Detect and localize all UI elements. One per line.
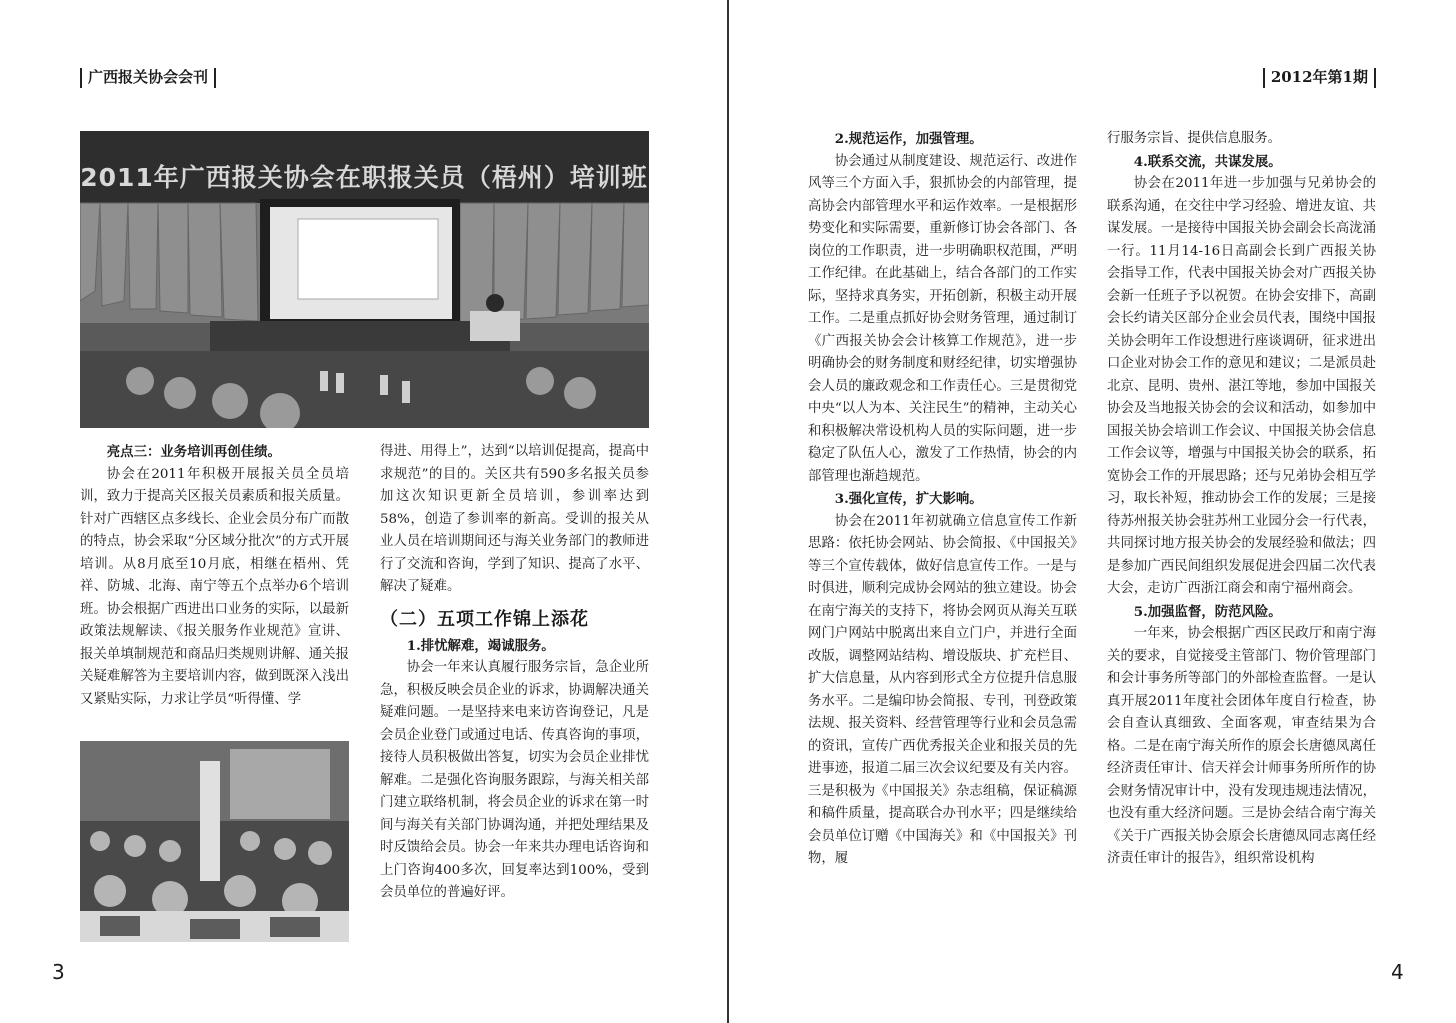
right-page-header: [1257, 66, 1376, 88]
subsection-1-heading: 1.排忧解难，竭诚服务。: [406, 637, 555, 654]
section-heading: （二）五项工作锦上添花: [380, 608, 589, 630]
left-page-column-1: [80, 441, 349, 711]
subsection-3-continued: 行服务宗旨、提供信息服务。: [1107, 131, 1282, 146]
subsection-5-text: 一年来，协会根据广西区民政厅和南宁海关的要求，自觉接受主管部门、物价管理部门和会计事务所等部门的外部检查监督。一是认真开展2011年度社会团体年度自行检查，协会自查认真细致、全面客观，审查结果为合格。二是在南宁海关所作的原会长唐德凤离任经济责任审计、信天祥会计师事务所所作的协会财务情况审计中，没有发现违规违法情况，也没有重大经济问题。三是协会结合南宁海关《关于广西报关协会原会长唐德凤同志离任经济责任审计的报告》，组织常设机构: [1107, 626, 1376, 866]
training-paragraph: 协会在2011年积极开展报关员全员培训，致力于提高关区报关员素质和报关质量。针对广西辖区点多线长、企业会员分布广而散的特点，协会采取“分区域分批次”的方式开展培训。从8月底至10月底，相继在梧州、凭祥、防城、北海、南宁等五个点举办6个培训班。协会根据广西进出口业务的实际，以最新政策法规解读、《报关服务作业规范》宣讲、报关单填制规范和商品归类规则讲解、通关报关疑难解答为主要培训内容，做到既深入浅出又紧贴实际，力求让学员“听得懂、学: [80, 466, 349, 707]
subsection-4-heading: 4.联系交流，共谋发展。: [1133, 153, 1282, 170]
issue-label: 2012年第1期: [1270, 68, 1368, 86]
subsection-1-text: 协会一年来认真履行服务宗旨，急企业所急，积极反映会员企业的诉求，协调解决通关疑难问题。一是坚持来电来访咨询登记，凡是会员企业登门或通过电话、传真咨询的事项，接待人员积极做出答复，切实为会员企业排忧解难。二是强化咨询服务跟踪，与海关相关部门建立联络机制，将会员企业的诉求在第一时间与海关有关部门协调沟通，并把处理结果及时反馈给会员。协会一年来共办理电话咨询和上门咨询400多次，回复率达到100%，受到会员单位的普遍好评。: [380, 660, 649, 900]
subsection-2-heading: 2.规范运作，加强管理。: [834, 131, 983, 147]
training-paragraph-continued: 得进、用得上”，达到“以培训促提高，提高中求规范”的目的。关区共有590多名报关员参加这次知识更新全员培训，参训率达到58%，创造了参训率的新高。受训的报关从业人员在培训期间还与海关业务部门的教师进行了交流和咨询，学到了知识、提高了水平、解决了疑难。: [380, 444, 649, 594]
journal-title: 广西报关协会会刊: [88, 68, 209, 86]
subsection-4-text: 协会在2011年进一步加强与兄弟协会的联系沟通，在交往中学习经验、增进友谊、共谋发展。一是接待中国报关协会副会长高泷涌一行。11月14-16日高副会长到广西报关协会指导工作，代表中国报关协会对广西报关协会新一任班子予以祝贺。在协会安排下，高副会长约请关区部分企业会员代表，围绕中国报关协会明年工作设想进行座谈调研，征求进出口企业对协会工作的意见和建议；二是派员赴北京、昆明、贵州、湛江等地，参加中国报关协会及当地报关协会的会议和活动，如参加中国报关协会培训工作会议、中国报关协会信息工作会议等，增强与中国报关协会的联系，拓宽协会工作的开展思路；还与兄弟协会相互学习，取长补短，推动协会工作的发展；三是接待苏州报关协会驻苏州工业园分会一行代表，共同探讨地方报关协会的发展经验和做法；四是参加广西民间组织发展促进会四届二次代表大会，走访广西浙江商会和南宁福州商会。: [1107, 176, 1376, 596]
subsection-3-text: 协会在2011年初就确立信息宣传工作新思路：依托协会网站、协会简报、《中国报关》等三个宣传载体，做好信息宣传工作。一是与时俱进，顺利完成协会网站的独立建设。协会在南宁海关的支持下，将协会网页从海关互联网门户网站中脱离出来自立门户，并进行全面改版，调整网站结构、增设版块、扩充栏目、扩大信息量，从内容到形式全方位提升信息服务水平。二是编印协会简报、专刊，刊登政策法规、报关资料、经营管理等行业和会员急需的资讯，宣传广西优秀报关企业和报关员的先进事迹，报道二届三次会议纪要及有关内容。三是积极为《中国报关》杂志组稿，保证稿源和稿件质量，提高联合办刊水平；四是继续给会员单位订赠《中国海关》和《中国报关》刊物，履: [808, 513, 1077, 866]
subsection-3-heading: 3.强化宣传，扩大影响。: [834, 491, 983, 507]
photo-banner-text: 2011年广西报关协会在职报关员（梧州）培训班: [80, 163, 648, 192]
training-class-photo: [80, 131, 649, 428]
right-page-column-1: [808, 128, 1077, 871]
right-page-column-2: [1107, 128, 1376, 871]
page-spine: [727, 0, 729, 1023]
subsection-5-heading: 5.加强监督，防范风险。: [1133, 603, 1282, 620]
left-page-column-2: [380, 441, 649, 905]
left-page-header: [80, 66, 222, 88]
classroom-photo: [80, 741, 349, 942]
left-page-number: 3: [52, 960, 65, 984]
highlight-three-heading: 亮点三：业务培训再创佳绩。: [106, 444, 281, 460]
subsection-2-text: 协会通过从制度建设、规范运行、改进作风等三个方面入手，狠抓协会的内部管理，提高协会内部管理水平和运作效率。一是根据形势变化和实际需要，重新修订协会各部门、各岗位的工作职责，进一步明确职权范围，严明工作纪律。在此基础上，结合各部门的工作实际，坚持求真务实，开拓创新，积极主动开展工作。二是重点抓好协会财务管理，通过制订《广西报关协会会计核算工作规范》，进一步明确协会的财务制度和财经纪律，切实增强协会人员的廉政观念和工作责任心。三是贯彻党中央“以人为本、关注民生”的精神，主动关心和积极解决常设机构人员的实际问题，进一步稳定了队伍人心，激发了工作热情，协会的内部管理也渐趋规范。: [808, 153, 1077, 484]
right-page-number: 4: [1391, 960, 1404, 984]
